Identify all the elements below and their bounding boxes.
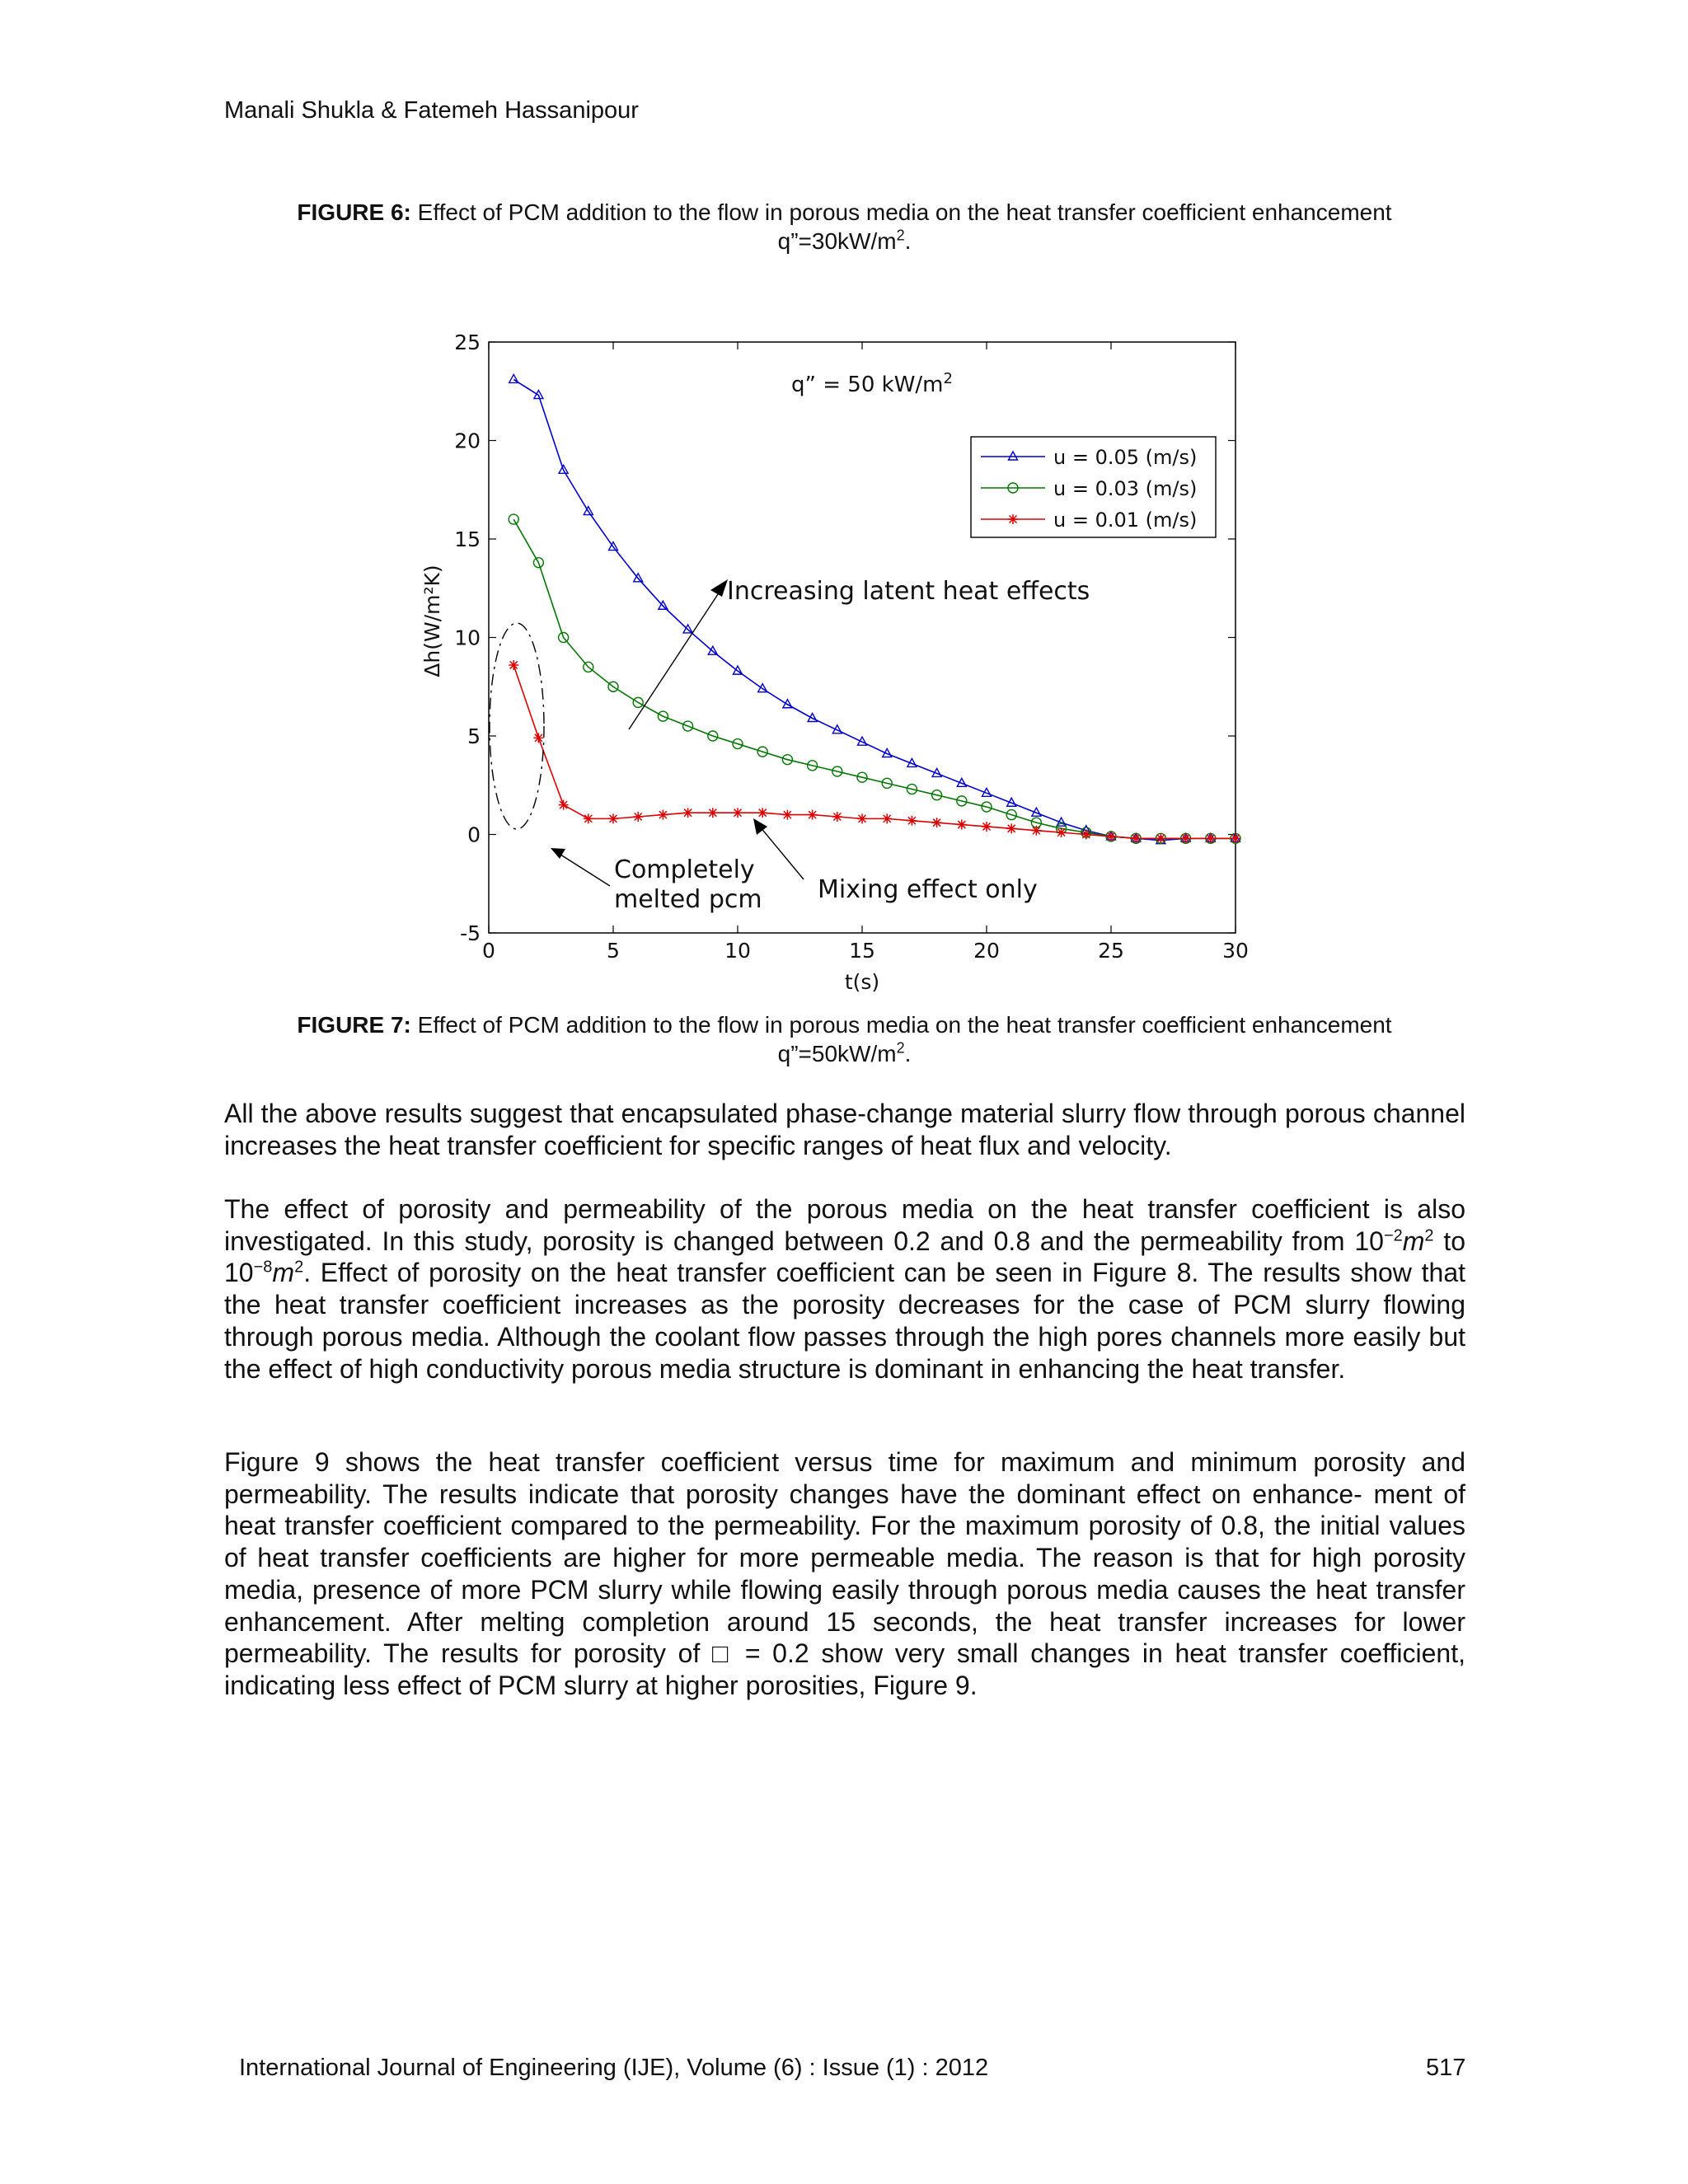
melted-label-line2: melted pcm [614,885,762,914]
figure-6-flux: q”=30kW/m [777,228,897,254]
figure-6-text: Effect of PCM addition to the flow in porous media on the heat transfer coefficient enhancement [417,199,1392,225]
figure-6-flux-sup: 2 [896,227,905,244]
legend-marker-u001 [1008,514,1018,524]
footer-journal: International Journal of Engineering (IJE), Volume (6) : Issue (1) : 2012 [239,2055,989,2081]
p2-text-b: to 10 [224,1226,1466,1288]
p2-unit-m-2: m [272,1258,295,1288]
p2-sup-1: −2 [1383,1226,1403,1245]
paragraph-porosity-permeability [224,1193,1465,1385]
paragraph-summary: All the above results suggest that encapsulated phase-change material slurry flow through porous channel increases the heat transfer coefficient for specific ranges of heat flux and velocity. [224,1099,1465,1160]
data-point-u001 [1181,833,1191,843]
data-point-u001 [907,816,917,826]
latent-heat-label: Increasing latent heat effects [727,577,1090,606]
x-tick-label: 15 [849,939,875,963]
x-tick-label: 0 [482,939,495,963]
p2-sup-2: 2 [1424,1226,1434,1245]
footer-page-number: 517 [1426,2055,1466,2081]
y-tick-label: -5 [460,921,481,945]
data-point-u001 [633,812,643,822]
y-tick-label: 10 [454,626,481,650]
y-tick-label: 15 [454,527,481,551]
x-tick-label: 30 [1222,939,1249,963]
data-point-u001 [1131,833,1141,843]
x-axis-label: t(s) [844,970,880,994]
chart-annotation-title: q” = 50 $kW/m^2$ [791,370,953,397]
figure-7-label: FIGURE 7: [297,1012,411,1038]
figure-7-flux-sup: 2 [896,1039,905,1057]
mixing-effect-label: Mixing effect only [818,875,1038,904]
data-point-u001 [1231,833,1240,843]
data-point-u001 [533,733,543,743]
data-point-u001 [733,808,743,818]
y-tick-label: 25 [454,330,481,354]
p2-text-a: The effect of porosity and permeability of the porous media on the heat transfer coefficient is also investigated. In this study, porosity is changed between 0.2 and 0.8 and the permeability from 10 [224,1194,1465,1256]
y-tick-label: 20 [454,429,481,453]
p2-unit-m-1: m [1402,1226,1425,1256]
data-point-u001 [658,810,668,820]
y-axis-label: Δh(W/m²K) [420,565,444,677]
running-header: Manali Shukla & Fatemeh Hassanipour [224,97,639,124]
data-point-u001 [1006,823,1016,833]
data-point-u001 [559,800,569,810]
p2-sup-4: 2 [294,1258,304,1277]
data-point-u001 [608,813,618,823]
data-point-u001 [509,660,518,670]
data-point-u001 [1156,833,1165,843]
legend-label-u005: u = 0.05 (m/s) [1053,446,1198,469]
melted-label-line1: Completely [614,855,755,884]
figure-6-label: FIGURE 6: [297,199,411,225]
data-point-u001 [1031,826,1041,836]
y-tick-label: 5 [467,724,481,748]
data-point-u001 [957,820,967,830]
data-point-u001 [857,813,867,823]
data-point-u001 [932,818,942,827]
data-point-u001 [1057,827,1067,837]
x-tick-label: 20 [973,939,1000,963]
x-tick-label: 10 [724,939,751,963]
data-point-u001 [782,810,792,820]
legend-label-u003: u = 0.03 (m/s) [1053,477,1198,500]
figure-6-flux-end: . [904,228,912,254]
data-point-u001 [882,813,892,823]
figure-7-chart [396,317,1261,1005]
data-point-u001 [982,822,992,832]
figure-6-caption [224,198,1465,255]
plot-frame [489,342,1236,933]
x-tick-label: 25 [1098,939,1124,963]
y-tick-label: 0 [467,823,481,847]
data-point-u001 [683,808,693,818]
paragraph-figure-9: Figure 9 shows the heat transfer coefficient versus time for maximum and minimum porosity and permeability. The results indicate that porosity changes have the dominant effect on enhance- ment of heat transfer coefficient compared to the permeability. For the maximum porosity of 0.8, the initial values of heat transfer coefficients are higher for more permeable media. The reason is that for high porosity media, presence of more PCM slurry while flowing easily through porous media causes the heat transfer enhancement. After melting completion around 15 seconds, the heat transfer increases for lower permeability. The results for porosity of □ = 0.2 show very small changes in heat transfer coefficient, indicating less effect of PCM slurry at higher porosities, Figure 9. [224,1447,1465,1700]
x-tick-label: 5 [607,939,620,963]
figure-7-caption [224,1010,1465,1068]
figure-7-flux: q”=50kW/m [777,1041,897,1066]
data-point-u001 [1081,830,1091,840]
figure-7-text: Effect of PCM addition to the flow in porous media on the heat transfer coefficient enhancement [417,1012,1392,1038]
legend-label-u001: u = 0.01 (m/s) [1053,509,1198,532]
data-point-u001 [808,810,818,820]
p2-sup-3: −8 [253,1258,273,1277]
p2-text-c: . Effect of porosity on the heat transfer coefficient can be seen in Figure 8. The results show that the heat transfer coefficient increases as the porosity decreases for the case of PCM slurry flowing through porous media. Although the coolant flow passes through the high pores channels more easily but the effect of high conductivity porous media structure is dominant in enhancing the heat transfer. [224,1258,1465,1384]
data-point-u001 [708,808,718,818]
data-point-u001 [1106,832,1116,841]
data-point-u001 [757,808,767,818]
data-point-u001 [584,813,593,823]
data-point-u001 [832,812,842,822]
figure-7-flux-end: . [904,1041,912,1066]
data-point-u001 [1206,833,1216,843]
